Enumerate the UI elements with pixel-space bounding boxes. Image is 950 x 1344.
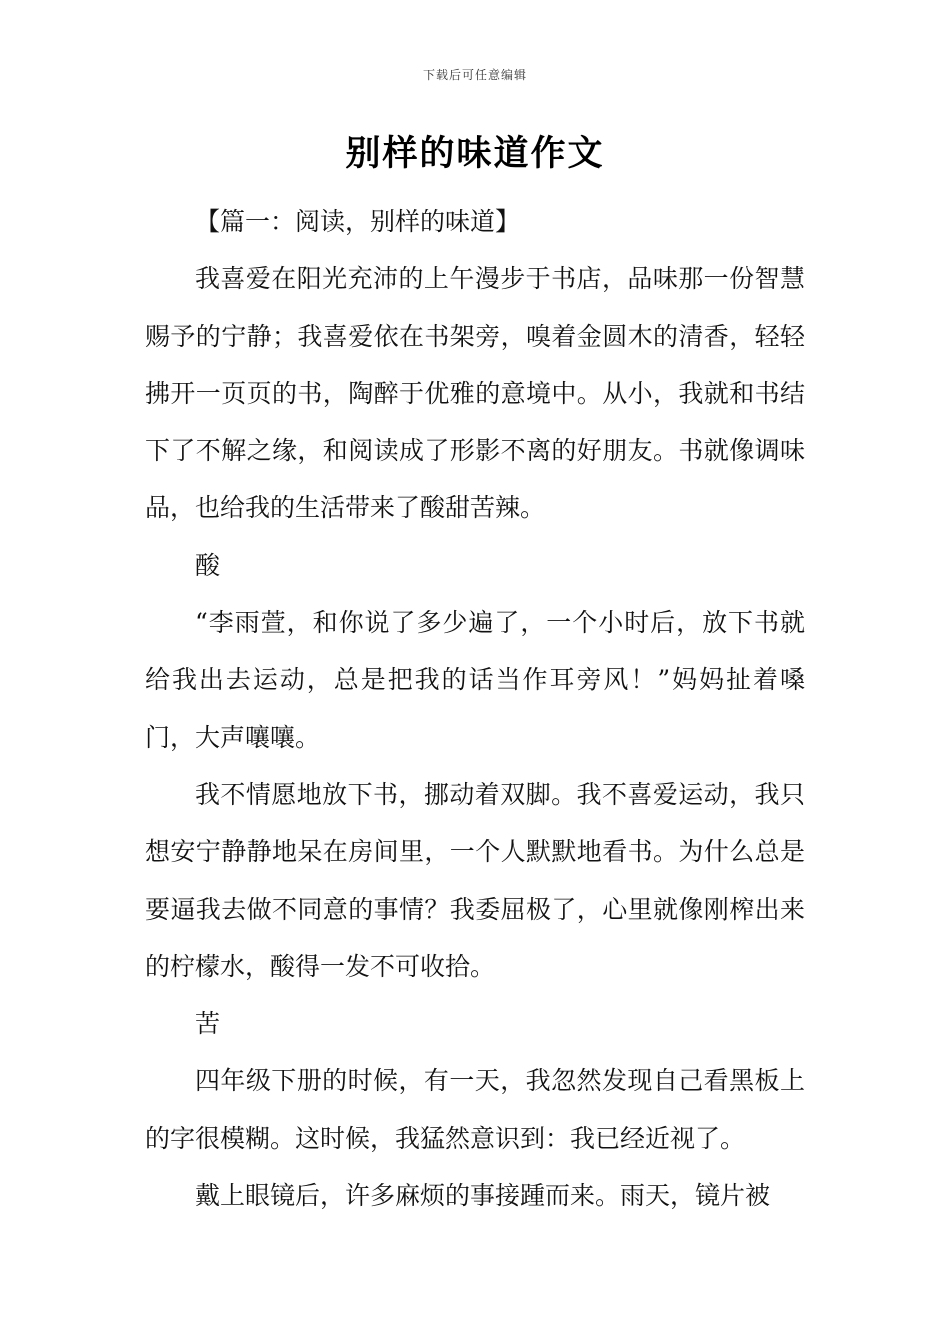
paragraph: 我不情愿地放下书，挪动着双脚。我不喜爱运动，我只想安宁静静地呆在房间里，一个人默默地看书。为什么总是要逼我去做不同意的事情？我委屈极了，心里就像刚榨出来的柠檬水，酸得一发不可收拾。: [145, 779, 805, 981]
subheading-sour: 酸: [195, 550, 221, 580]
document-title: 别样的味道作文: [345, 134, 605, 174]
paragraph: “李雨萱，和你说了多少遍了，一个小时后，放下书就给我出去运动，总是把我的话当作耳旁风！”妈妈扯着嗓门，大声嚷嚷。: [145, 608, 805, 752]
subheading-bitter: 苦: [195, 1009, 221, 1039]
paragraph: 四年级下册的时候，有一天，我忽然发现自己看黑板上的字很模糊。这时候，我猛然意识到：我已经近视了。: [145, 1066, 805, 1153]
paragraph: 我喜爱在阳光充沛的上午漫步于书店，品味那一份智慧赐予的宁静；我喜爱依在书架旁，嗅着金圆木的清香，轻轻拂开一页页的书，陶醉于优雅的意境中。从小，我就和书结下了不解之缘，和阅读成了形影不离的好朋友。书就像调味品，也给我的生活带来了酸甜苦辣。: [145, 264, 805, 523]
paragraph: 戴上眼镜后，许多麻烦的事接踵而来。雨天，镜片被: [195, 1181, 771, 1211]
section-heading: 【篇一：阅读，别样的味道】: [195, 207, 521, 236]
header-note: 下载后可任意编辑: [422, 68, 527, 82]
document-body: [145, 193, 805, 1224]
